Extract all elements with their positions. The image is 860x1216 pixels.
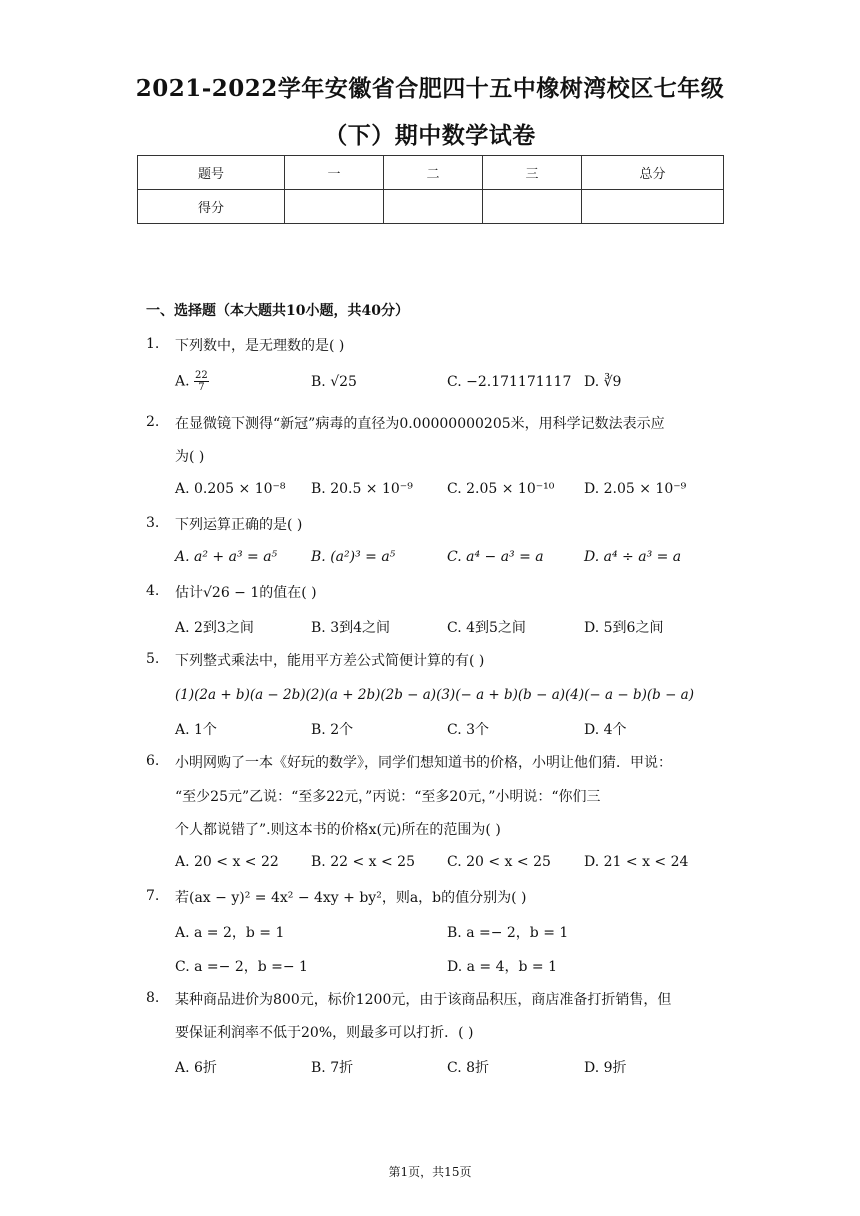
option-c: C. a⁴ − a³ = a <box>447 549 544 565</box>
question-stem: 下列运算正确的是( ) <box>175 517 303 533</box>
option-b: B. a =− 2，b = 1 <box>447 925 569 941</box>
option-d: D. 5到6之间 <box>584 620 664 636</box>
header-cell: 二 <box>384 156 483 190</box>
question-stem: 某种商品进价为800元，标价1200元，由于该商品积压，商店准备打折销售，但 <box>175 992 672 1008</box>
option-b: B. 20.5 × 10⁻⁹ <box>311 481 413 497</box>
fraction-numerator: 22 <box>195 370 208 381</box>
question-number: 5. <box>146 651 160 667</box>
question-stem: 在显微镜下测得“新冠”病毒的直径为0.00000000205米，用科学记数法表示应 <box>175 416 665 432</box>
question-stem: 下列整式乘法中，能用平方差公式简便计算的有( ) <box>175 653 485 669</box>
option-label: A. <box>175 373 190 390</box>
question-number: 6. <box>146 753 160 769</box>
option-a: A. 2到3之间 <box>175 620 254 636</box>
question-number: 8. <box>146 990 160 1006</box>
option-d: D. 4个 <box>584 722 627 738</box>
question-number: 1. <box>146 336 160 352</box>
option-a: A. 1个 <box>175 722 217 738</box>
score-cell[interactable] <box>582 190 724 224</box>
option-a: A. a = 2，b = 1 <box>175 925 285 941</box>
option-b: B. 3到4之间 <box>311 620 391 636</box>
option-a: A. 6折 <box>175 1060 217 1076</box>
fraction-denominator: 7 <box>198 382 205 393</box>
option-c: C. 8折 <box>447 1060 490 1076</box>
option-c: C. 20 < x < 25 <box>447 854 551 870</box>
fraction <box>194 370 209 393</box>
option-a: A. 20 < x < 22 <box>175 854 279 870</box>
option-b: B. 7折 <box>311 1060 354 1076</box>
header-cell: 题号 <box>138 156 285 190</box>
page-footer: 第1页，共15页 <box>388 1165 472 1179</box>
option-d: D. a⁴ ÷ a³ = a <box>584 549 682 565</box>
question-expressions: (1)(2a + b)(a − 2b)(2)(a + 2b)(2b − a)(3)(− a + b)(b − a)(4)(− a − b)(b − a) <box>175 687 694 703</box>
question-stem: 小明网购了一本《好玩的数学》，同学们想知道书的价格，小明让他们猜．甲说： <box>175 755 672 771</box>
question-number: 4. <box>146 583 160 599</box>
score-table <box>137 155 724 224</box>
question-stem-cont: 为( ) <box>175 449 205 465</box>
header-cell: 三 <box>483 156 582 190</box>
question-stem-cont: “至少25元”乙说：“至多22元，”丙说：“至多20元，”小明说：“你们三 <box>175 789 601 805</box>
question-number: 3. <box>146 515 160 531</box>
question-stem-cont: 个人都说错了”.则这本书的价格x(元)所在的范围为( ) <box>175 822 501 838</box>
title-line-1: 2021-2022学年安徽省合肥四十五中橡树湾校区七年级 <box>135 75 725 102</box>
option-b: B. √25 <box>311 374 357 390</box>
question-stem-cont: 要保证利润率不低于20%，则最多可以打折．( ) <box>175 1025 474 1041</box>
option-d: D. a = 4，b = 1 <box>447 959 558 975</box>
score-cell[interactable] <box>285 190 384 224</box>
row-label-cell: 得分 <box>138 190 285 224</box>
section-heading: 一、选择题（本大题共10小题，共40分） <box>146 303 409 319</box>
option-b: B. 22 < x < 25 <box>311 854 415 870</box>
option-d: D. ∛9 <box>584 374 622 390</box>
option-c: C. a =− 2，b =− 1 <box>175 959 308 975</box>
question-stem: 下列数中，是无理数的是( ) <box>175 338 345 354</box>
question-stem: 若(ax − y)² = 4x² − 4xy + by²，则a，b的值分别为( ) <box>175 890 527 906</box>
option-b: B. (a²)³ = a⁵ <box>311 549 396 565</box>
option-a: A. 0.205 × 10⁻⁸ <box>175 481 286 497</box>
option-a <box>175 370 209 393</box>
question-number: 7. <box>146 888 160 904</box>
header-cell: 总分 <box>582 156 724 190</box>
option-d: D. 9折 <box>584 1060 627 1076</box>
option-c: C. 4到5之间 <box>447 620 526 636</box>
option-b: B. 2个 <box>311 722 354 738</box>
title-line-2: （下）期中数学试卷 <box>324 122 536 149</box>
question-number: 2. <box>146 414 160 430</box>
question-stem: 估计√26 − 1的值在( ) <box>175 585 317 601</box>
option-d: D. 2.05 × 10⁻⁹ <box>584 481 687 497</box>
option-a: A. a² + a³ = a⁵ <box>175 549 278 565</box>
score-cell[interactable] <box>483 190 582 224</box>
score-cell[interactable] <box>384 190 483 224</box>
score-table-score-row <box>138 190 724 224</box>
option-d: D. 21 < x < 24 <box>584 854 689 870</box>
option-c: C. 2.05 × 10⁻¹⁰ <box>447 481 555 497</box>
score-table-header-row <box>138 156 724 190</box>
header-cell: 一 <box>285 156 384 190</box>
option-c: C. 3个 <box>447 722 490 738</box>
option-c: C. −2.171171117 <box>447 374 572 390</box>
